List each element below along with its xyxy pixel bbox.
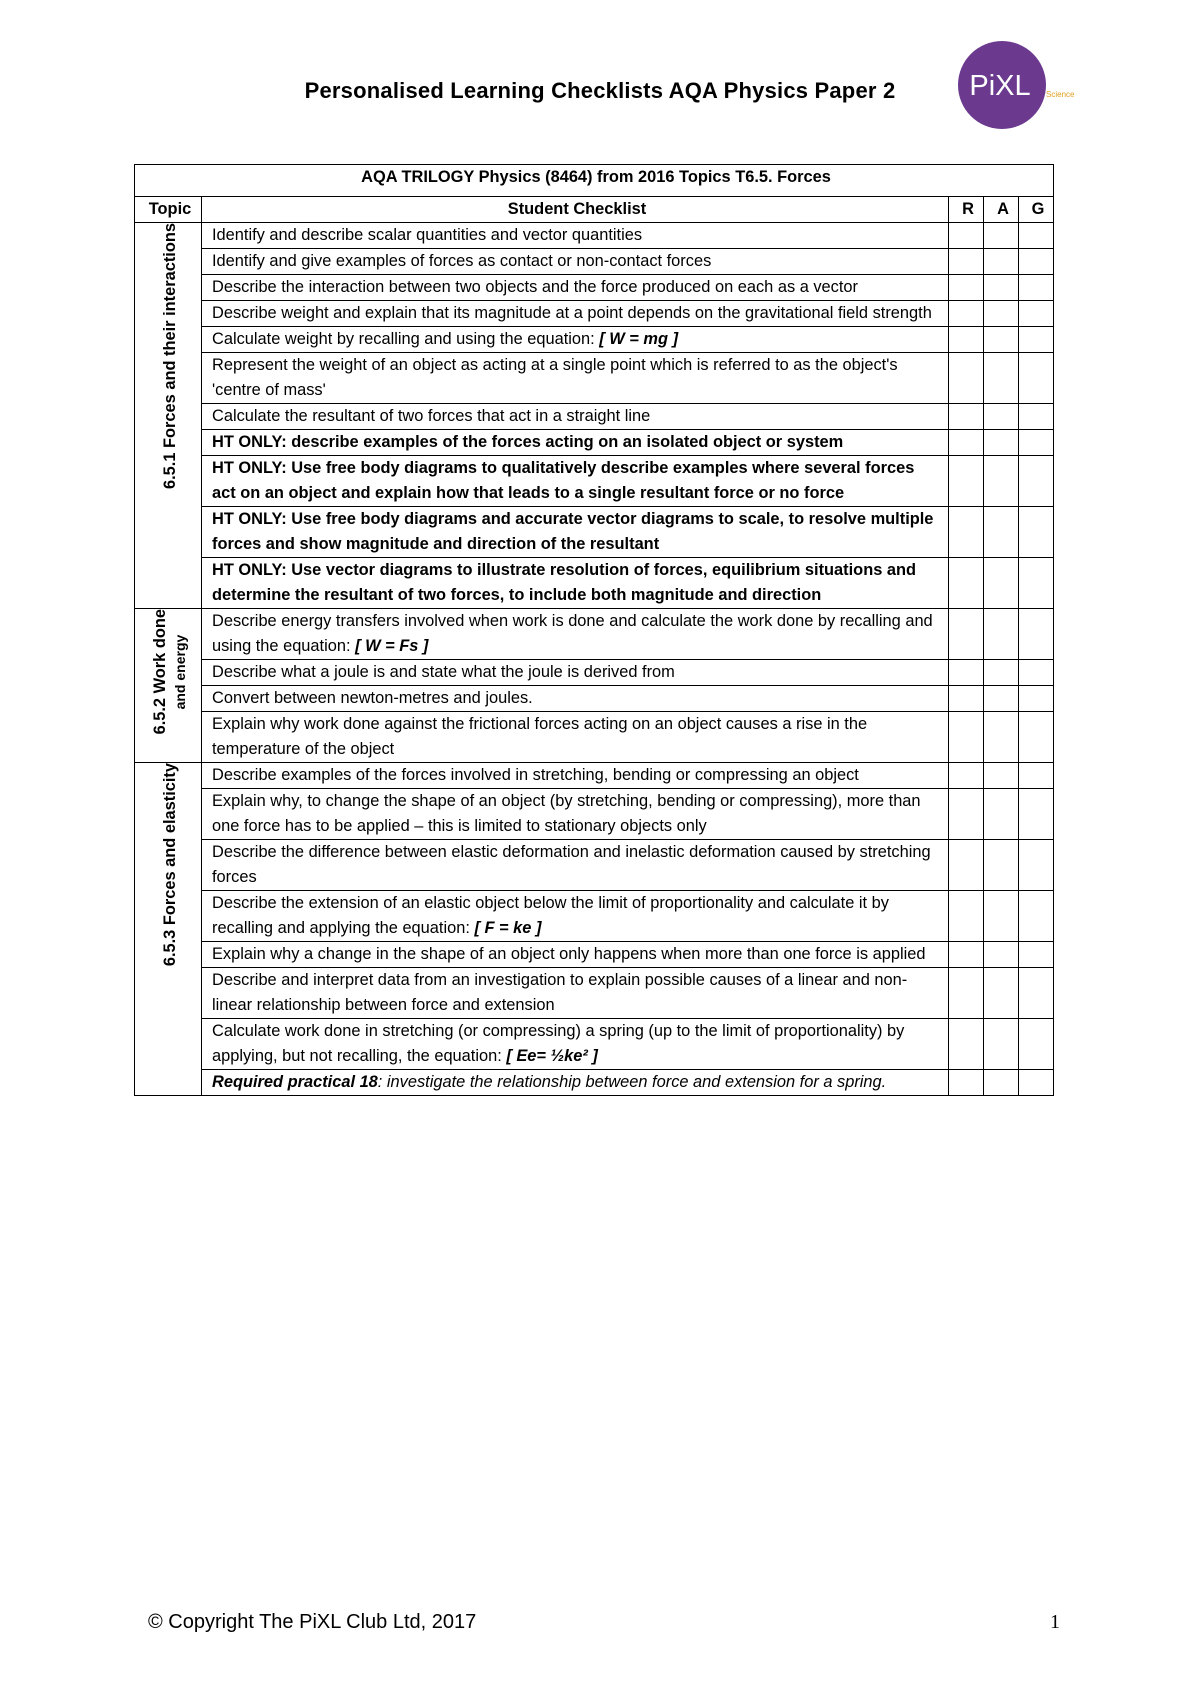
rag-cell-r[interactable] bbox=[949, 430, 984, 456]
topic-label-line2: and energy bbox=[172, 634, 188, 710]
checklist-item-eq: Calculate work done in stretching (or compressing) a spring (up to the limit of proportionality) by applying, but not recalling, the equation: [ Ee= ½ke² ] bbox=[202, 1019, 949, 1070]
col-header-r: R bbox=[949, 197, 984, 223]
topic-label: 6.5.3 Forces and elasticity bbox=[161, 763, 179, 967]
rag-cell-g[interactable] bbox=[1019, 301, 1054, 327]
col-header-topic: Topic bbox=[135, 197, 202, 223]
checklist-item: Describe examples of the forces involved in stretching, bending or compressing an object bbox=[202, 763, 949, 789]
rag-cell-a[interactable] bbox=[984, 327, 1019, 353]
equation: [ W = Fs ] bbox=[355, 637, 429, 655]
rag-cell-r[interactable] bbox=[949, 609, 984, 660]
rag-cell-g[interactable] bbox=[1019, 686, 1054, 712]
pixl-logo bbox=[948, 38, 1078, 134]
rag-cell-r[interactable] bbox=[949, 558, 984, 609]
rag-cell-a[interactable] bbox=[984, 558, 1019, 609]
checklist-item: Describe the difference between elastic deformation and inelastic deformation caused by stretching forces bbox=[202, 840, 949, 891]
topic-6-5-3 bbox=[135, 763, 202, 1096]
rag-cell-r[interactable] bbox=[949, 327, 984, 353]
rag-cell-r[interactable] bbox=[949, 660, 984, 686]
rag-cell-r[interactable] bbox=[949, 223, 984, 249]
checklist-item-ht: HT ONLY: Use free body diagrams and accurate vector diagrams to scale, to resolve multiple forces and show magnitude and direction of the resultant bbox=[202, 507, 949, 558]
rag-cell-r[interactable] bbox=[949, 1070, 984, 1096]
rag-cell-a[interactable] bbox=[984, 660, 1019, 686]
rag-cell-g[interactable] bbox=[1019, 891, 1054, 942]
rag-cell-g[interactable] bbox=[1019, 660, 1054, 686]
rag-cell-a[interactable] bbox=[984, 223, 1019, 249]
rag-cell-r[interactable] bbox=[949, 275, 984, 301]
rag-cell-a[interactable] bbox=[984, 763, 1019, 789]
rag-cell-r[interactable] bbox=[949, 301, 984, 327]
rag-cell-g[interactable] bbox=[1019, 249, 1054, 275]
checklist-item-practical bbox=[202, 1070, 949, 1096]
checklist-item: Explain why work done against the frictional forces acting on an object causes a rise in the temperature of the object bbox=[202, 712, 949, 763]
rag-cell-a[interactable] bbox=[984, 840, 1019, 891]
checklist-item-eq: Describe the extension of an elastic object below the limit of proportionality and calculate it by recalling and applying the equation: [ F = ke ] bbox=[202, 891, 949, 942]
equation: [ F = ke ] bbox=[474, 919, 542, 937]
footer-copyright: © Copyright The PiXL Club Ltd, 2017 bbox=[148, 1611, 477, 1633]
rag-cell-a[interactable] bbox=[984, 609, 1019, 660]
checklist-item-eq: Describe energy transfers involved when work is done and calculate the work done by recalling and using the equation: [ W = Fs ] bbox=[202, 609, 949, 660]
checklist-item-ht: HT ONLY: Use vector diagrams to illustrate resolution of forces, equilibrium situations and determine the resultant of two forces, to include both magnitude and direction bbox=[202, 558, 949, 609]
rag-cell-g[interactable] bbox=[1019, 1070, 1054, 1096]
rag-cell-a[interactable] bbox=[984, 456, 1019, 507]
checklist-item: Describe and interpret data from an investigation to explain possible causes of a linear and non-linear relationship between force and extension bbox=[202, 968, 949, 1019]
checklist-item-ht: HT ONLY: describe examples of the forces acting on an isolated object or system bbox=[202, 430, 949, 456]
rag-cell-r[interactable] bbox=[949, 942, 984, 968]
rag-cell-r[interactable] bbox=[949, 789, 984, 840]
rag-cell-g[interactable] bbox=[1019, 353, 1054, 404]
checklist-item-ht: HT ONLY: Use free body diagrams to qualitatively describe examples where several forces act on an object and explain how that leads to a single resultant force or no force bbox=[202, 456, 949, 507]
rag-cell-g[interactable] bbox=[1019, 840, 1054, 891]
rag-cell-g[interactable] bbox=[1019, 789, 1054, 840]
rag-cell-a[interactable] bbox=[984, 1070, 1019, 1096]
rag-cell-g[interactable] bbox=[1019, 430, 1054, 456]
rag-cell-g[interactable] bbox=[1019, 507, 1054, 558]
checklist-item-eq: Calculate weight by recalling and using the equation: [ W = mg ] bbox=[202, 327, 949, 353]
checklist-item: Represent the weight of an object as acting at a single point which is referred to as the object's 'centre of mass' bbox=[202, 353, 949, 404]
page-title: Personalised Learning Checklists AQA Physics Paper 2 bbox=[304, 78, 896, 103]
rag-cell-a[interactable] bbox=[984, 404, 1019, 430]
checklist-item: Identify and give examples of forces as contact or non-contact forces bbox=[202, 249, 949, 275]
rag-cell-g[interactable] bbox=[1019, 558, 1054, 609]
col-header-g: G bbox=[1019, 197, 1054, 223]
rag-cell-r[interactable] bbox=[949, 686, 984, 712]
checklist-item: Explain why a change in the shape of an object only happens when more than one force is applied bbox=[202, 942, 949, 968]
rag-cell-r[interactable] bbox=[949, 891, 984, 942]
rag-cell-r[interactable] bbox=[949, 353, 984, 404]
rag-cell-a[interactable] bbox=[984, 968, 1019, 1019]
checklist-table bbox=[134, 164, 1054, 1096]
rag-cell-g[interactable] bbox=[1019, 968, 1054, 1019]
topic-label bbox=[150, 609, 190, 734]
rag-cell-a[interactable] bbox=[984, 430, 1019, 456]
rag-cell-r[interactable] bbox=[949, 249, 984, 275]
rag-cell-a[interactable] bbox=[984, 301, 1019, 327]
rag-cell-a[interactable] bbox=[984, 507, 1019, 558]
topic-6-5-2 bbox=[135, 609, 202, 763]
page-number: 1 bbox=[1050, 1611, 1060, 1633]
rag-cell-a[interactable] bbox=[984, 942, 1019, 968]
topic-label: 6.5.1 Forces and their interactions bbox=[161, 223, 179, 489]
rag-cell-a[interactable] bbox=[984, 1019, 1019, 1070]
equation: [ Ee= ½ke² ] bbox=[506, 1047, 598, 1065]
rag-cell-a[interactable] bbox=[984, 275, 1019, 301]
col-header-a: A bbox=[984, 197, 1019, 223]
logo-subtext: Science bbox=[1046, 90, 1075, 99]
rag-cell-a[interactable] bbox=[984, 249, 1019, 275]
rag-cell-r[interactable] bbox=[949, 404, 984, 430]
table-heading: AQA TRILOGY Physics (8464) from 2016 Topics T6.5. Forces bbox=[135, 165, 1054, 197]
checklist-item: Explain why, to change the shape of an object (by stretching, bending or compressing), more than one force has to be applied – this is limited to stationary objects only bbox=[202, 789, 949, 840]
rag-cell-r[interactable] bbox=[949, 968, 984, 1019]
checklist-item: Calculate the resultant of two forces that act in a straight line bbox=[202, 404, 949, 430]
logo-text: PiXL bbox=[969, 70, 1031, 102]
rag-cell-a[interactable] bbox=[984, 686, 1019, 712]
rag-cell-r[interactable] bbox=[949, 507, 984, 558]
rag-cell-g[interactable] bbox=[1019, 763, 1054, 789]
rag-cell-g[interactable] bbox=[1019, 223, 1054, 249]
practical-text: : investigate the relationship between force and extension for a spring. bbox=[377, 1073, 887, 1091]
rag-cell-a[interactable] bbox=[984, 353, 1019, 404]
rag-cell-r[interactable] bbox=[949, 763, 984, 789]
rag-cell-g[interactable] bbox=[1019, 942, 1054, 968]
checklist-item: Describe the interaction between two objects and the force produced on each as a vector bbox=[202, 275, 949, 301]
rag-cell-g[interactable] bbox=[1019, 456, 1054, 507]
rag-cell-r[interactable] bbox=[949, 840, 984, 891]
rag-cell-a[interactable] bbox=[984, 891, 1019, 942]
checklist-item: Identify and describe scalar quantities and vector quantities bbox=[202, 223, 949, 249]
practical-label: Required practical 18 bbox=[212, 1073, 378, 1091]
rag-cell-r[interactable] bbox=[949, 456, 984, 507]
equation: [ W = mg ] bbox=[599, 330, 679, 348]
rag-cell-g[interactable] bbox=[1019, 404, 1054, 430]
rag-cell-g[interactable] bbox=[1019, 327, 1054, 353]
col-header-checklist: Student Checklist bbox=[202, 197, 949, 223]
topic-label-line1: 6.5.2 Work done bbox=[151, 609, 169, 735]
rag-cell-g[interactable] bbox=[1019, 275, 1054, 301]
rag-cell-r[interactable] bbox=[949, 1019, 984, 1070]
checklist-item: Describe weight and explain that its magnitude at a point depends on the gravitational field strength bbox=[202, 301, 949, 327]
checklist-item: Describe what a joule is and state what the joule is derived from bbox=[202, 660, 949, 686]
topic-6-5-1 bbox=[135, 223, 202, 609]
rag-cell-a[interactable] bbox=[984, 789, 1019, 840]
rag-cell-r[interactable] bbox=[949, 712, 984, 763]
rag-cell-g[interactable] bbox=[1019, 609, 1054, 660]
checklist-item: Convert between newton-metres and joules. bbox=[202, 686, 949, 712]
rag-cell-g[interactable] bbox=[1019, 712, 1054, 763]
rag-cell-a[interactable] bbox=[984, 712, 1019, 763]
rag-cell-g[interactable] bbox=[1019, 1019, 1054, 1070]
